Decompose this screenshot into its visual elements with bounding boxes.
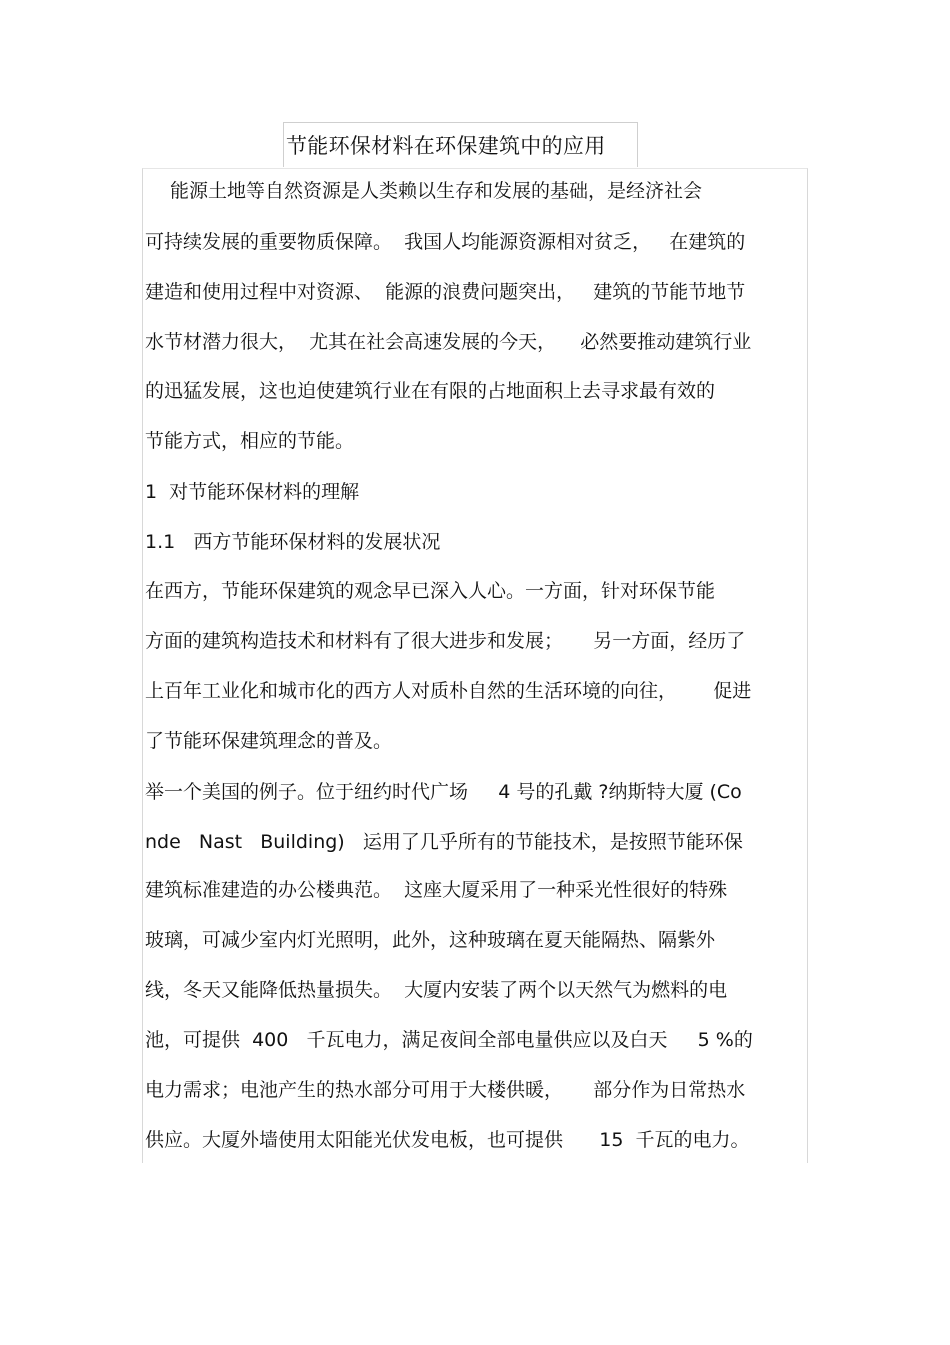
paragraph-line: 水节材潜力很大， 尤其在社会高速发展的今天， 必然要推动建筑行业 (145, 331, 752, 353)
paragraph-line: 了节能环保建筑理念的普及。 (145, 730, 393, 752)
body-frame (142, 168, 808, 1163)
paragraph-line: 的迅猛发展，这也迫使建筑行业在有限的占地面积上去寻求最有效的 (145, 380, 716, 402)
paragraph-line: 上百年工业化和城市化的西方人对质朴自然的生活环境的向往， 促进 (145, 680, 752, 702)
document-title: 节能环保材料在环保建筑中的应用 (286, 134, 606, 158)
paragraph-line: 方面的建筑构造技术和材料有了很大进步和发展； 另一方面，经历了 (145, 630, 746, 652)
paragraph-line: 可持续发展的重要物质保障。 我国人均能源资源相对贫乏， 在建筑的 (145, 231, 746, 253)
paragraph-line: 举一个美国的例子。位于纽约时代广场 4 号的孔戴 ?纳斯特大厦 (Co (145, 781, 742, 803)
paragraph-line: 线，冬天又能降低热量损失。 大厦内安装了两个以天然气为燃料的电 (145, 979, 728, 1001)
paragraph-line: 玻璃，可减少室内灯光照明，此外，这种玻璃在夏天能隔热、隔紫外 (145, 929, 716, 951)
subsection-heading: 1.1 西方节能环保材料的发展状况 (145, 531, 441, 553)
paragraph-line: nde Nast Building) 运用了几乎所有的节能技术，是按照节能环保 (145, 831, 743, 853)
paragraph-line: 能源土地等自然资源是人类赖以生存和发展的基础，是经济社会 (170, 180, 703, 202)
paragraph-line: 建造和使用过程中对资源、 能源的浪费问题突出， 建筑的节能节地节 (145, 281, 746, 303)
section-heading: 1 对节能环保材料的理解 (145, 481, 360, 503)
paragraph-line: 电力需求；电池产生的热水部分可用于大楼供暖， 部分作为日常热水 (145, 1079, 746, 1101)
paragraph-line: 池，可提供 400 千瓦电力，满足夜间全部电量供应以及白天 5 %的 (145, 1029, 753, 1051)
paragraph-line: 建筑标准建造的办公楼典范。 这座大厦采用了一种采光性很好的特殊 (145, 879, 728, 901)
paragraph-line: 节能方式，相应的节能。 (145, 430, 355, 452)
paragraph-line: 供应。大厦外墙使用太阳能光伏发电板，也可提供 15 千瓦的电力。 (145, 1129, 750, 1151)
paragraph-line: 在西方，节能环保建筑的观念早已深入人心。一方面，针对环保节能 (145, 580, 716, 602)
